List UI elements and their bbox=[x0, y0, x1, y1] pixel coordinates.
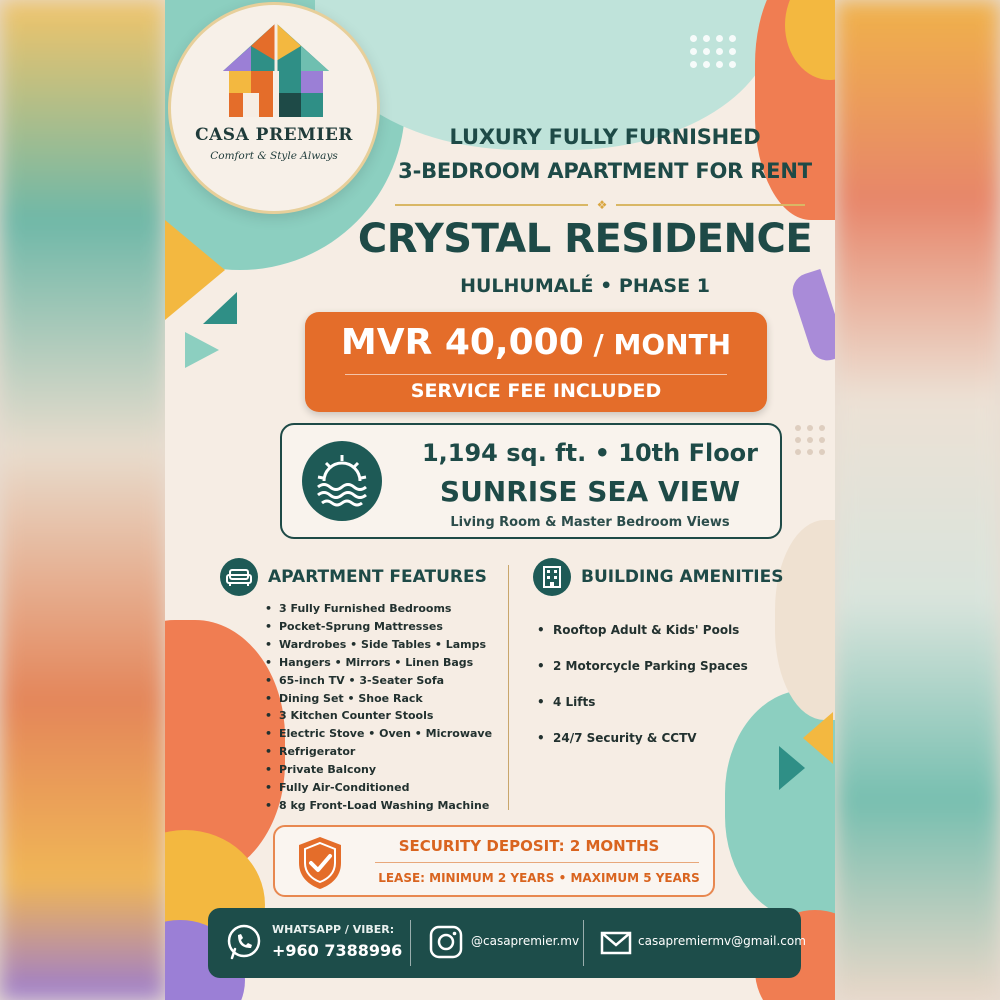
list-item: • Rooftop Adult & Kids' Pools bbox=[537, 612, 807, 648]
price-note: SERVICE FEE INCLUDED bbox=[410, 380, 662, 402]
list-item: • 4 Lifts bbox=[537, 684, 807, 720]
headline bbox=[395, 120, 815, 188]
decor-triangle bbox=[203, 292, 237, 324]
list-item: • Hangers • Mirrors • Linen Bags bbox=[265, 654, 505, 672]
contact-bar bbox=[208, 908, 806, 978]
price-amount-row bbox=[305, 322, 767, 363]
list-item: • 3 Fully Furnished Bedrooms bbox=[265, 600, 505, 618]
brand-logo bbox=[168, 2, 380, 214]
whatsapp-icon[interactable] bbox=[224, 922, 264, 962]
view-info-box bbox=[280, 423, 782, 539]
headline-line1: LUXURY FULLY FURNISHED bbox=[449, 125, 761, 149]
rental-poster bbox=[165, 0, 835, 1000]
price-banner bbox=[305, 312, 767, 412]
list-item: • Electric Stove • Oven • Microwave bbox=[265, 725, 505, 743]
list-item: • 3 Kitchen Counter Stools bbox=[265, 707, 505, 725]
email-address[interactable]: casapremiermv@gmail.com bbox=[638, 934, 806, 948]
lease-term: LEASE: MINIMUM 2 YEARS • MAXIMUM 5 YEARS bbox=[378, 871, 700, 885]
contact-divider bbox=[583, 920, 584, 966]
contact-divider bbox=[410, 920, 411, 966]
terms-divider bbox=[375, 862, 699, 863]
sun-sea-icon bbox=[302, 441, 382, 521]
list-item: • 8 kg Front-Load Washing Machine bbox=[265, 797, 505, 815]
price-amount: MVR 40,000 bbox=[340, 322, 584, 363]
building-icon bbox=[533, 558, 571, 596]
amenities-title: BUILDING AMENITIES bbox=[581, 567, 784, 587]
shield-check-icon bbox=[295, 835, 345, 891]
decor-dots bbox=[690, 35, 736, 68]
size-floor: 1,194 sq. ft. • 10th Floor bbox=[421, 439, 759, 467]
decor-triangle bbox=[803, 712, 833, 764]
price-divider bbox=[345, 374, 727, 375]
price-period: / MONTH bbox=[583, 328, 732, 361]
headline-line2: 3-BEDROOM APARTMENT FOR RENT bbox=[398, 159, 812, 183]
sofa-icon bbox=[220, 558, 258, 596]
ornament-icon: ❖ bbox=[588, 198, 616, 212]
lease-terms-box bbox=[273, 825, 715, 897]
list-item: • Refrigerator bbox=[265, 743, 505, 761]
list-item: • 2 Motorcycle Parking Spaces bbox=[537, 648, 807, 684]
house-logo-icon bbox=[221, 21, 331, 121]
property-name: CRYSTAL RESIDENCE bbox=[357, 216, 813, 262]
list-item: • Dining Set • Shoe Rack bbox=[265, 690, 505, 708]
instagram-handle[interactable]: @casapremier.mv bbox=[471, 934, 580, 948]
list-item: • Pocket-Sprung Mattresses bbox=[265, 618, 505, 636]
list-item: • Fully Air-Conditioned bbox=[265, 779, 505, 797]
list-item: • Private Balcony bbox=[265, 761, 505, 779]
email-icon[interactable] bbox=[600, 928, 632, 958]
phone-number[interactable]: +960 7388996 bbox=[272, 941, 403, 960]
decor-dots bbox=[795, 425, 825, 455]
decor-triangle bbox=[793, 780, 815, 816]
view-title: SUNRISE SEA VIEW bbox=[439, 475, 741, 508]
column-divider bbox=[508, 565, 509, 810]
view-subtitle: Living Room & Master Bedroom Views bbox=[450, 515, 730, 530]
features-list bbox=[265, 600, 505, 815]
instagram-icon[interactable] bbox=[428, 924, 464, 960]
amenities-list bbox=[537, 612, 807, 756]
blurred-left-band bbox=[0, 0, 165, 1000]
features-title: APARTMENT FEATURES bbox=[268, 567, 487, 587]
security-deposit: SECURITY DEPOSIT: 2 MONTHS bbox=[398, 837, 660, 855]
property-location: HULHUMALÉ • PHASE 1 bbox=[460, 275, 710, 297]
brand-name: CASA PREMIER bbox=[195, 125, 353, 145]
brand-tagline: Comfort & Style Always bbox=[210, 150, 338, 162]
list-item: • Wardrobes • Side Tables • Lamps bbox=[265, 636, 505, 654]
decor-triangle bbox=[185, 332, 219, 368]
list-item: • 24/7 Security & CCTV bbox=[537, 720, 807, 756]
blurred-right-band bbox=[835, 0, 1000, 1000]
whatsapp-label: WHATSAPP / VIBER: bbox=[272, 923, 395, 936]
list-item: • 65-inch TV • 3-Seater Sofa bbox=[265, 672, 505, 690]
